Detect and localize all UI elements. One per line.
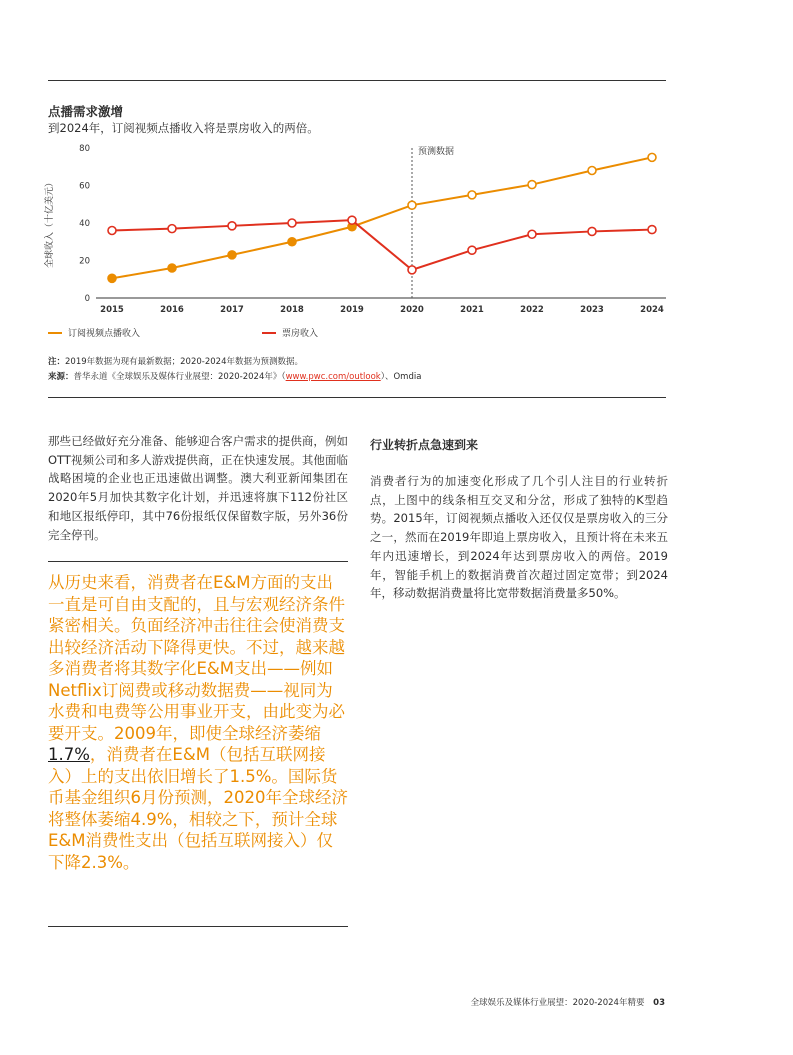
data-point-0 — [648, 153, 656, 161]
legend-box-office — [262, 326, 318, 339]
source-label: 来源： — [48, 372, 74, 382]
chart-title: 点播需求激增 — [48, 104, 124, 119]
chart-subtitle: 到2024年，订阅视频点播收入将是票房收入的两倍。 — [48, 121, 319, 135]
x-tick-label: 2022 — [520, 305, 544, 315]
y-tick-label: 40 — [79, 219, 90, 229]
source-tail: ）、Omdia — [380, 372, 422, 382]
x-tick-label: 2021 — [460, 305, 484, 315]
footer-title: 全球娱乐及媒体行业展望：2020-2024年精要 — [470, 998, 645, 1008]
data-point-1 — [648, 226, 656, 234]
x-tick-label: 2019 — [340, 305, 364, 315]
data-point-0 — [468, 191, 476, 199]
data-point-1 — [108, 227, 116, 235]
line-chart — [40, 138, 670, 316]
data-point-0 — [528, 181, 536, 189]
data-point-0 — [228, 251, 236, 259]
chart-source — [48, 370, 421, 382]
x-tick-label: 2015 — [100, 305, 124, 315]
data-point-1 — [528, 230, 536, 238]
body-text-right: 消费者行为的加速变化形成了几个引人注目的行业转折点，上图中的线条相互交叉和分岔，形成了独特的K型趋势。2015年，订阅视频点播收入还仅仅是票房收入的三分之一，然而在2019年即追上票房收入，且预计将在未来五年内迅速增长，到2024年达到票房收入的两倍。2019年，智能手机上的数据消费首次超过固定宽带；到2024年，移动数据消费量将比宽带数据消费量多50%。 — [370, 474, 668, 601]
note-label: 注： — [48, 357, 66, 367]
forecast-label: 预测数据 — [418, 147, 455, 157]
pullquote-part1: 从历史来看，消费者在E&M方面的支出一直是可自由支配的，且与宏观经济条件紧密相关。负面经济冲击往往会使消费支出较经济活动下降得更快。不过，越来越多消费者将其数字化E&M支出——例如Netflix订阅费或移动数据费——视同为水费和电费等公用事业开支，由此变为必要开支。2009年，即使全球经济萎缩 — [48, 573, 345, 743]
legend-label-box-office: 票房收入 — [282, 329, 319, 339]
legend-svod — [48, 326, 140, 339]
x-tick-label: 2016 — [160, 305, 184, 315]
x-tick-label: 2020 — [400, 305, 424, 315]
legend-swatch-box-office — [262, 332, 276, 334]
section-heading: 行业转折点急速到来 — [370, 438, 479, 452]
data-point-0 — [588, 167, 596, 175]
pullquote-underlined: 1.7% — [48, 745, 90, 764]
pullquote-part2: ，消费者在E&M（包括互联网接入）上的支出依旧增长了1.5%。国际货币基金组织6月份预测，2020年全球经济将整体萎缩4.9%，相较之下，预计全球E&M消费性支出（包括互联网接入）仅下降2.3%。 — [48, 745, 348, 872]
data-point-1 — [168, 225, 176, 233]
x-tick-label: 2018 — [280, 305, 304, 315]
data-point-1 — [228, 222, 236, 230]
x-tick-label: 2017 — [220, 305, 244, 315]
source-text: 普华永道《全球娱乐及媒体行业展望：2020-2024年》（ — [73, 372, 286, 382]
data-point-1 — [408, 266, 416, 274]
chart-bottom-rule — [48, 397, 666, 398]
top-rule — [48, 80, 666, 81]
data-point-0 — [408, 201, 416, 209]
y-axis-label: 全球收入（十亿美元） — [45, 177, 55, 269]
data-point-1 — [588, 227, 596, 235]
note-text: 2019年数据为现有最新数据；2020-2024年数据为预测数据。 — [65, 357, 303, 367]
data-point-0 — [168, 264, 176, 272]
data-point-1 — [288, 219, 296, 227]
page-number: 03 — [653, 998, 665, 1008]
pullquote-top-rule — [48, 561, 348, 562]
page-footer — [471, 996, 665, 1008]
legend-label-svod: 订阅视频点播收入 — [68, 329, 141, 339]
body-text-left: 那些已经做好充分准备、能够迎合客户需求的提供商，例如OTT视频公司和多人游戏提供商，正在快速发展。其他面临战略困境的企业也正迅速做出调整。澳大利亚新闻集团在2020年5月加快其数字化计划，并迅速将旗下112份社区和地区报纸停印，其中76份报纸仅保留数字版，另外36份完全停刊。 — [48, 434, 348, 542]
chart-note — [48, 355, 303, 367]
legend-swatch-svod — [48, 332, 62, 334]
pullquote-bottom-rule — [48, 926, 348, 927]
data-point-1 — [348, 216, 356, 224]
pullquote — [48, 572, 348, 873]
y-tick-label: 20 — [79, 256, 90, 267]
y-tick-label: 0 — [84, 294, 90, 304]
x-tick-label: 2024 — [640, 305, 664, 315]
source-link[interactable]: www.pwc.com/outlook — [285, 372, 381, 382]
data-point-0 — [288, 238, 296, 246]
data-point-1 — [468, 246, 476, 254]
series-line-0 — [112, 157, 652, 278]
x-tick-label: 2023 — [580, 305, 604, 315]
data-point-0 — [108, 274, 116, 282]
y-tick-label: 80 — [79, 144, 90, 154]
y-tick-label: 60 — [79, 181, 90, 192]
